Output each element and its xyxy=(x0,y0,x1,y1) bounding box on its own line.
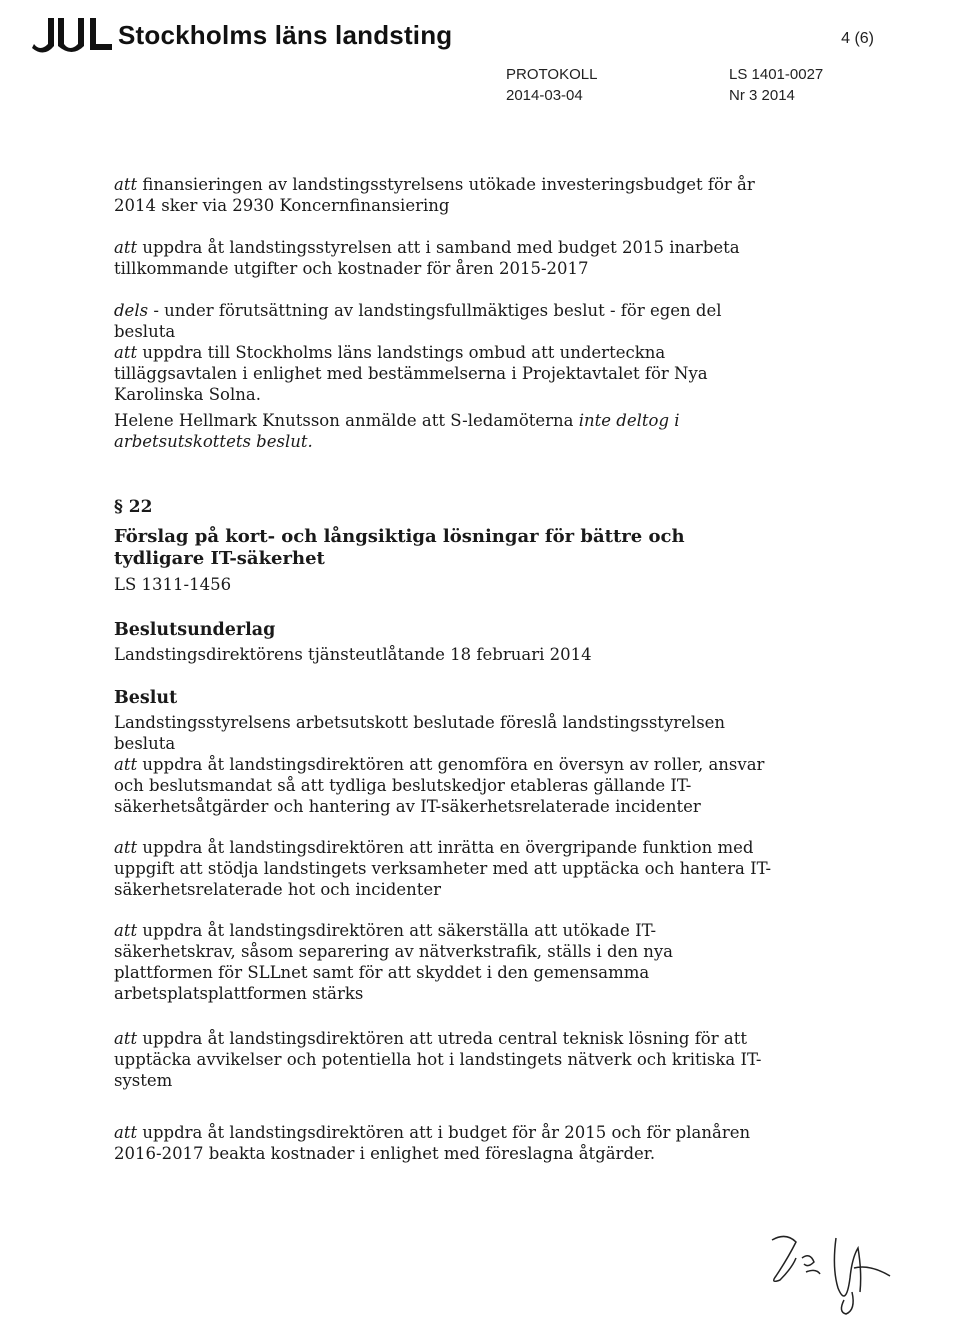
meeting-number: Nr 3 2014 xyxy=(729,87,795,104)
att-word: att xyxy=(114,921,138,940)
page-number: 4 (6) xyxy=(841,30,874,47)
paragraph-text: Helene Hellmark Knutsson anmälde att S-ledamöterna xyxy=(114,411,579,430)
doc-date: 2014-03-04 xyxy=(506,87,583,104)
decision-item-text: uppdra åt landstingsdirektören att utreda central teknisk lösning för att upptäcka avvikelser och potentiella hot i landstingets nätverk och kritiska IT-system xyxy=(114,1029,762,1090)
decision-item-5 xyxy=(114,1122,774,1164)
dels-word: dels xyxy=(114,301,149,320)
decision-heading: Beslut xyxy=(114,688,178,708)
paragraph-4 xyxy=(114,342,774,405)
doc-ref: LS 1401-0027 xyxy=(729,66,824,83)
doc-type: PROTOKOLL xyxy=(506,66,598,83)
att-word: att xyxy=(114,1029,138,1048)
meta-left xyxy=(506,64,597,106)
meta-right xyxy=(729,64,823,106)
paragraph-italic: inte deltog i arbetsutskottets beslut. xyxy=(114,411,680,451)
paragraph-2 xyxy=(114,237,774,279)
section-title: Förslag på kort- och långsiktiga lösningar för bättre och tydligare IT-säkerhet xyxy=(114,526,685,569)
paragraph-text: finansieringen av landstingsstyrelsens utökade investeringsbudget för år 2014 sker via 2930 Koncernfinansiering xyxy=(114,175,755,215)
att-word: att xyxy=(114,838,138,857)
section-number: § 22 xyxy=(114,497,153,517)
decision-item-2 xyxy=(114,837,774,900)
paragraph-1 xyxy=(114,174,774,216)
att-word: att xyxy=(114,343,138,362)
basis-heading: Beslutsunderlag xyxy=(114,620,276,640)
paragraph-text: uppdra åt landstingsstyrelsen att i samband med budget 2015 inarbeta tillkommande utgifter och kostnader för åren 2015-2017 xyxy=(114,238,740,278)
decision-item-3 xyxy=(114,920,774,1004)
org-name: Stockholms läns landsting xyxy=(118,20,453,50)
sll-logo-mark xyxy=(30,14,114,54)
decision-item-text: uppdra åt landstingsdirektören att inrätta en övergripande funktion med uppgift att stödja landstingets verksamheter med att upptäcka och hantera IT-säkerhetsrelaterade hot och incidenter xyxy=(114,838,772,899)
section-ref: LS 1311-1456 xyxy=(114,575,232,594)
handwritten-initials xyxy=(766,1228,906,1318)
paragraph-text: uppdra till Stockholms läns landstings ombud att underteckna tilläggsavtalen i enlighet med bestämmelserna i Projektavtalet för Nya Karolinska Solna. xyxy=(114,343,708,404)
decision-item-text: uppdra åt landstingsdirektören att genomföra en översyn av roller, ansvar och beslutsmandat så att tydliga beslutskedjor etableras gällande IT-säkerhetsåtgärder och hantering av IT-säkerhetsrelaterade incidenter xyxy=(114,755,765,816)
decision-item-text: uppdra åt landstingsdirektören att i budget för år 2015 och för planåren 2016-2017 beakta kostnader i enlighet med föreslagna åtgärder. xyxy=(114,1123,751,1163)
sll-logo xyxy=(30,12,114,56)
decision-text: Landstingsstyrelsens arbetsutskott beslutade föreslå landstingsstyrelsen besluta xyxy=(114,713,726,753)
paragraph-text: - under förutsättning av landstingsfullmäktiges beslut - för egen del besluta xyxy=(114,301,722,341)
att-word: att xyxy=(114,238,138,257)
basis-text: Landstingsdirektörens tjänsteutlåtande 18 februari 2014 xyxy=(114,645,592,664)
decision-item-1 xyxy=(114,754,774,817)
paragraph-5 xyxy=(114,410,774,452)
att-word: att xyxy=(114,755,138,774)
decision-item-4 xyxy=(114,1028,774,1091)
paragraph-3 xyxy=(114,300,774,342)
decision-item-text: uppdra åt landstingsdirektören att säkerställa att utökade IT-säkerhetskrav, såsom separering av nätverkstrafik, ställs i den nya plattformen för SLLnet samt för att skyddet i den gemensamma arbetsplatsplattformen stärks xyxy=(114,921,673,1003)
att-word: att xyxy=(114,175,138,194)
att-word: att xyxy=(114,1123,138,1142)
